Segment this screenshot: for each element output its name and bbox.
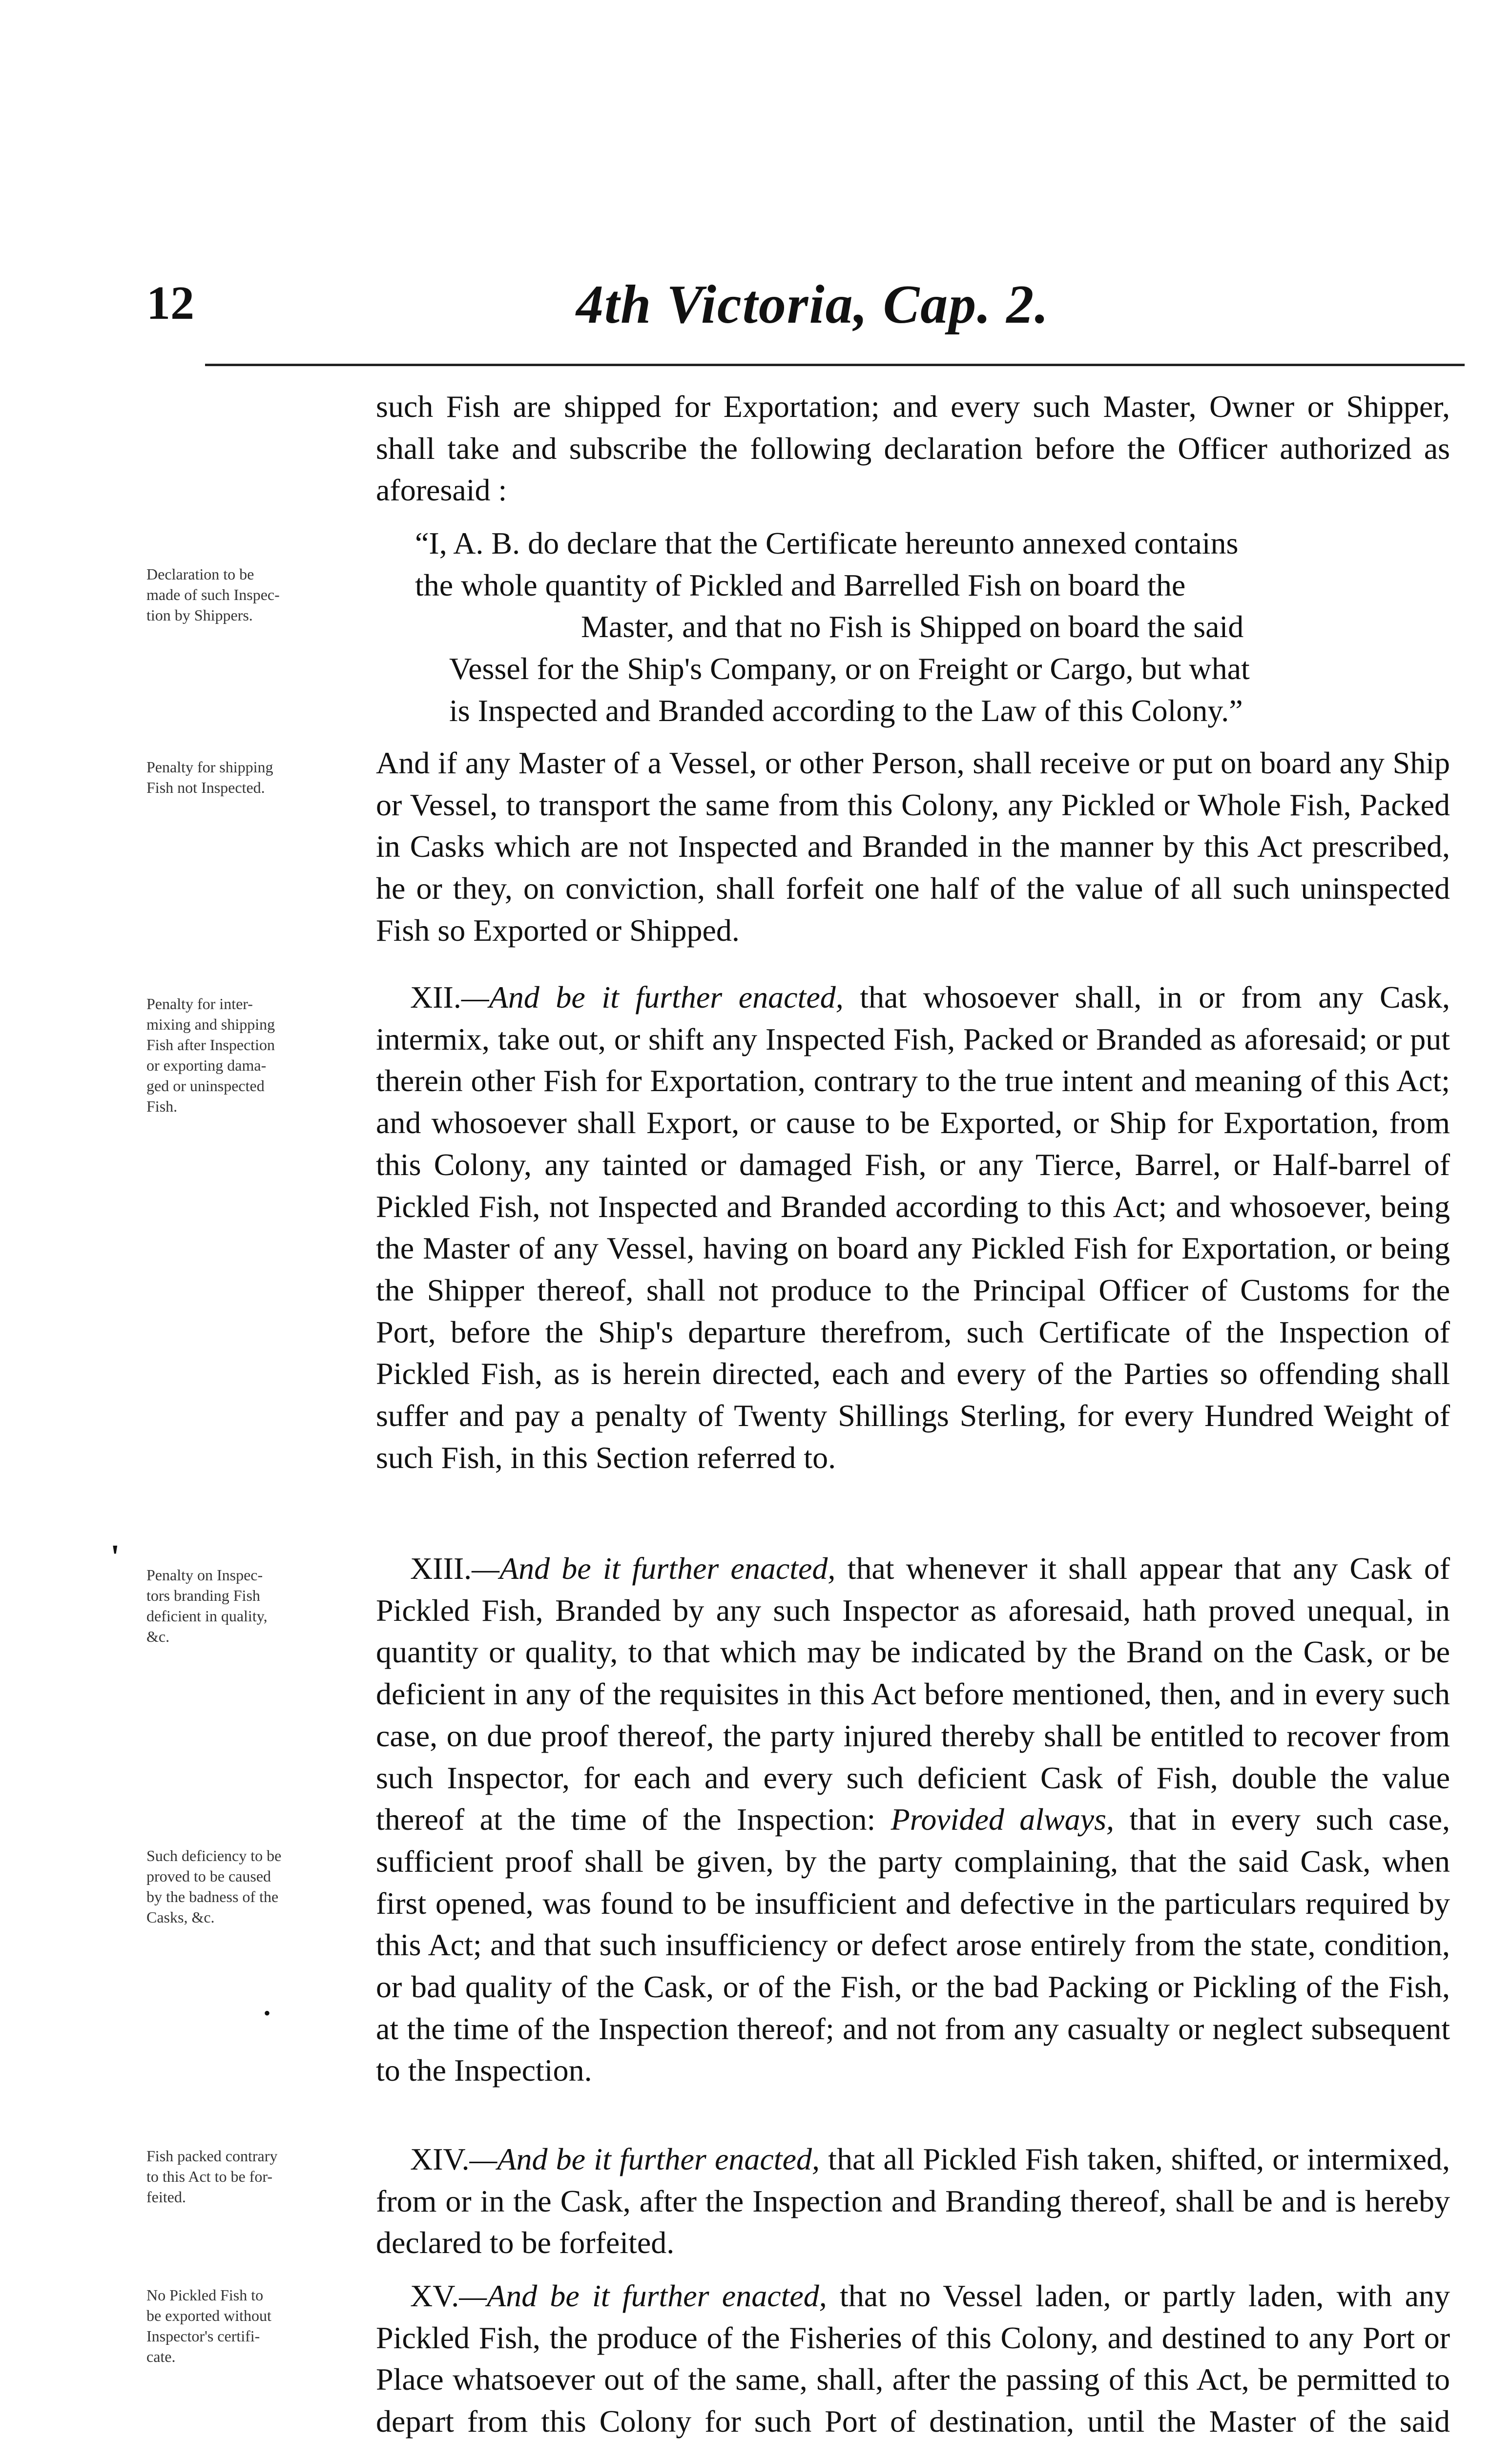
page-number: 12: [146, 277, 194, 330]
marginal-note-line: Inspector's certifi-: [146, 2327, 260, 2345]
marginal-note-line: Fish after Inspection: [146, 1036, 275, 1054]
marginal-note-penalty-shipping: [146, 757, 361, 798]
marginal-note-penalty-inspectors: [146, 1565, 361, 1647]
marginal-note-line: Declaration to be: [146, 565, 254, 583]
marginal-note-line: Fish packed contrary: [146, 2147, 278, 2165]
section-13-enacting: —And be it further enacted,: [472, 1551, 836, 1586]
marginal-note-line: No Pickled Fish to: [146, 2286, 264, 2304]
intro-text: such Fish are shipped for Exportation; and every such Master, Owner or Shipper, shall take and subscribe the following declaration before the Officer authorized as aforesaid :: [376, 389, 1450, 508]
section-14: [376, 2138, 1450, 2264]
marginal-note-line: cate.: [146, 2348, 176, 2365]
marginal-note-line: ged or uninspected: [146, 1077, 265, 1095]
penalty-paragraph: [376, 742, 1450, 952]
declaration-line-3: Master, and that no Fish is Shipped on board the said: [581, 609, 1244, 644]
stray-dot: •: [264, 2002, 271, 2024]
marginal-note-line: be exported without: [146, 2307, 271, 2324]
marginal-note-line: feited.: [146, 2188, 186, 2206]
marginal-note-line: or exporting dama-: [146, 1056, 267, 1074]
marginal-note-forfeited: [146, 2146, 361, 2207]
declaration-line-5: is Inspected and Branded according to the Law of this Colony.”: [449, 693, 1243, 728]
section-15: [376, 2275, 1450, 2441]
marginal-note-line: Fish.: [146, 1097, 178, 1115]
section-12-number: XII.: [410, 980, 461, 1014]
marginal-note-line: made of such Inspec-: [146, 586, 280, 603]
section-13-body-a: that whenever it shall appear that any Cask of Pickled Fish, Branded by any such Inspector as aforesaid, hath proved unequal, in quantity or quality, to that which may be indicated by the Brand on the Cask, or be deficient in any of the requisites in this Act before mentioned, then, and in every such case, on due proof thereof, the party injured thereby shall be entitled to recover from such Inspector, for each and every such deficient Cask of Fish, double the value thereof at the time of the Inspection:: [376, 1551, 1450, 1837]
section-15-body: that no Vessel laden, or partly laden, with any Pickled Fish, the produce of the Fisheries of this Colony, and destined to any Port or Place whatsoever out of the same, shall, after the passing of this Act, be permitted to depart from this Colony for such Port of destination, until the Master of the said: [376, 2278, 1450, 2439]
marginal-note-line: Fish not Inspected.: [146, 779, 265, 796]
header-rule: [205, 364, 1465, 366]
section-15-enacting: —And be it further enacted,: [459, 2278, 827, 2313]
section-12-text: [376, 976, 1450, 1478]
running-title: 4th Victoria, Cap. 2.: [576, 274, 1050, 335]
section-13-number: XIII.: [410, 1551, 472, 1586]
section-12: [376, 976, 1450, 1478]
section-15-number: XV.: [410, 2278, 459, 2313]
section-14-enacting: —And be it further enacted,: [469, 2142, 820, 2176]
marginal-note-line: &c.: [146, 1628, 170, 1645]
marginal-note-line: Casks, &c.: [146, 1908, 215, 1926]
section-12-enacting: —And be it further enacted,: [461, 980, 844, 1014]
section-13-text: [376, 1548, 1450, 2091]
section-14-text: [376, 2138, 1450, 2264]
section-13: [376, 1548, 1450, 2091]
intro-paragraph: [376, 386, 1450, 511]
penalty-text: And if any Master of a Vessel, or other Person, shall receive or put on board any Ship or Vessel, to transport the same from this Colony, any Pickled or Whole Fish, Packed in Casks which are not Inspected and Branded in the manner by this Act prescribed, he or they, on conviction, shall forfeit one half of the value of all such uninspected Fish so Exported or Shipped.: [376, 745, 1450, 948]
marginal-note-line: tion by Shippers.: [146, 606, 253, 624]
section-14-body: that all Pickled Fish taken, shifted, or intermixed, from or in the Cask, after the Inspection and Branding thereof, shall be and is hereby declared to be forfeited.: [376, 2142, 1450, 2260]
marginal-note-line: mixing and shipping: [146, 1015, 275, 1033]
declaration-line-4: Vessel for the Ship's Company, or on Freight or Cargo, but what: [449, 651, 1250, 686]
marginal-note-line: Such deficiency to be: [146, 1847, 282, 1864]
marginal-note-line: Penalty for shipping: [146, 758, 273, 776]
marginal-note-line: to this Act to be for-: [146, 2168, 272, 2185]
marginal-note-line: tors branding Fish: [146, 1587, 260, 1604]
marginal-note-penalty-intermixing: [146, 993, 361, 1117]
marginal-note-line: by the badness of the: [146, 1888, 279, 1905]
declaration-line-2: the whole quantity of Pickled and Barrelled Fish on board the: [415, 567, 1186, 602]
declaration-line-1: “I, A. B. do declare that the Certificate hereunto annexed contains: [415, 526, 1239, 560]
section-14-number: XIV.: [410, 2142, 470, 2176]
section-12-body: that whosoever shall, in or from any Cask, intermix, take out, or shift any Inspected Fish, Packed or Branded as aforesaid; or put therein other Fish for Exportation, contrary to the true intent and meaning of this Act; and whosoever shall Export, or cause to be Exported, or Ship for Exportation, from this Colony, any tainted or damaged Fish, or any Tierce, Barrel, or Half-barrel of Pickled Fish, not Inspected and Branded according to this Act; and whosoever, being the Master of any Vessel, having on board any Pickled Fish for Exportation, or being the Shipper thereof, shall not produce to the Principal Officer of Customs for the Port, before the Ship's departure therefrom, such Certificate of the Inspection of Pickled Fish, as is herein directed, each and every of the Parties so offending shall suffer and pay a penalty of Twenty Shillings Sterling, for every Hundred Weight of such Fish, in this Section referred to.: [376, 980, 1450, 1475]
marginal-note-line: Penalty on Inspec-: [146, 1566, 263, 1584]
section-13-proviso: Provided always,: [891, 1802, 1114, 1837]
marginal-note-line: proved to be caused: [146, 1867, 271, 1885]
marginal-note-deficiency: [146, 1845, 361, 1927]
stray-mark: ': [110, 1538, 120, 1576]
section-13-body-b: that in every such case, sufficient proof shall be given, by the party complaining, that the said Cask, when first opened, was found to be insufficient and defective in the particulars required by this Act; and that such insufficiency or defect arose entirely from the state, condition, or bad quality of the Cask, or of the Fish, or the bad Packing or Pickling of the Fish, at the time of the Inspection thereof; and not from any casualty or neglect subsequent to the Inspection.: [376, 1802, 1450, 2088]
marginal-note-declaration: [146, 564, 361, 625]
marginal-note-line: deficient in quality,: [146, 1607, 268, 1625]
declaration-block: [415, 522, 1450, 732]
marginal-note-certificate: [146, 2285, 361, 2367]
marginal-note-line: Penalty for inter-: [146, 995, 253, 1013]
section-15-text: [376, 2275, 1450, 2441]
